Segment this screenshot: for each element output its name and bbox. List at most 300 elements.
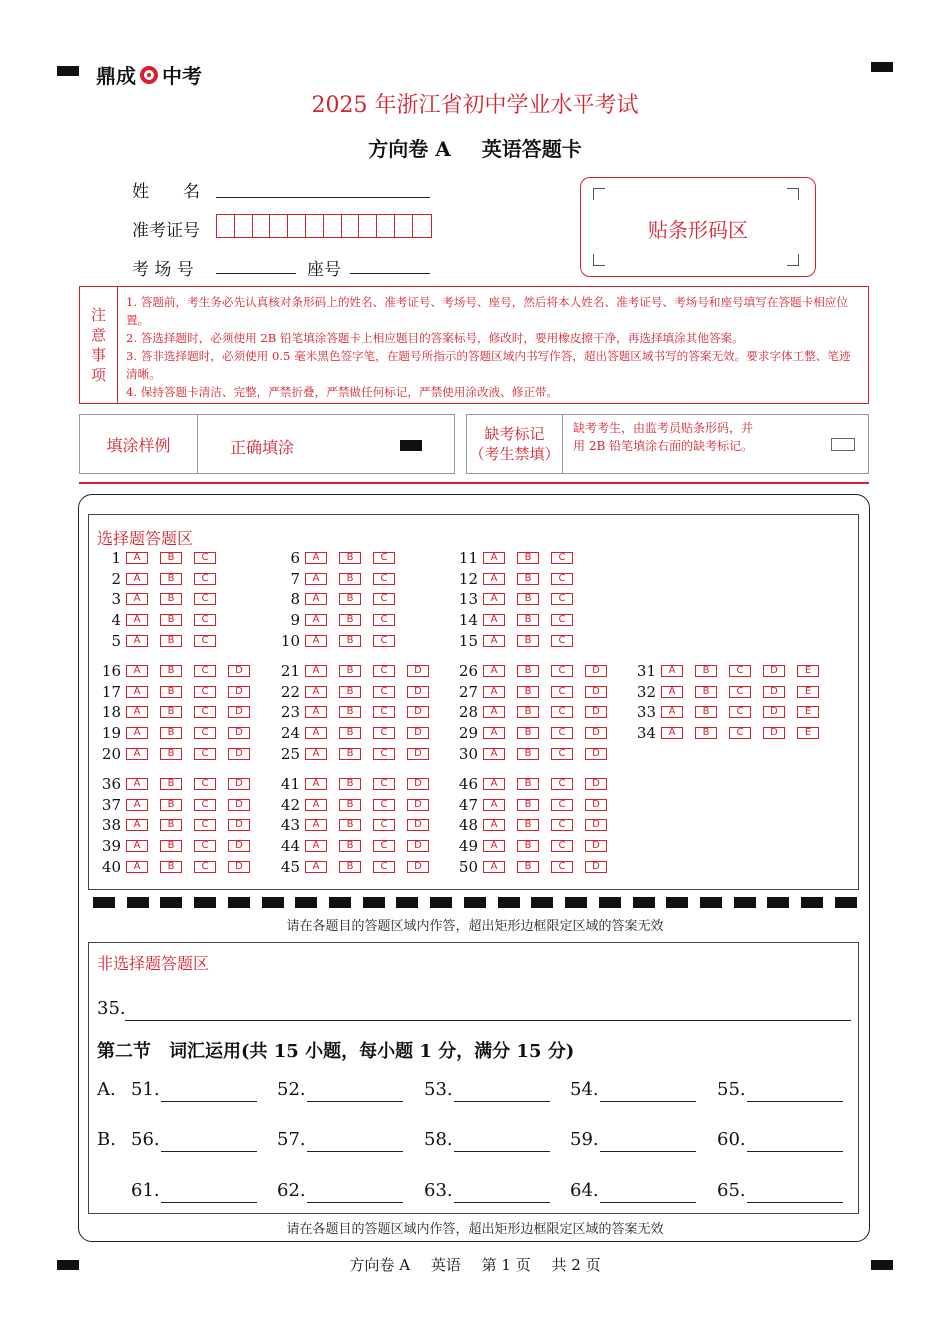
- option-bubble[interactable]: C: [194, 840, 216, 852]
- option-bubble[interactable]: B: [517, 840, 539, 852]
- option-bubble[interactable]: C: [373, 665, 395, 677]
- option-bubble[interactable]: B: [517, 552, 539, 564]
- mc-question: [456, 746, 619, 762]
- option-bubble[interactable]: D: [763, 665, 785, 677]
- question-number: 17: [101, 682, 121, 701]
- blank-number: 59.: [570, 1129, 599, 1150]
- logo-text-left: 鼎成: [96, 64, 136, 88]
- option-bubble[interactable]: C: [551, 819, 573, 831]
- option-bubble[interactable]: C: [373, 727, 395, 739]
- option-bubble[interactable]: C: [551, 552, 573, 564]
- option-bubble[interactable]: D: [585, 727, 607, 739]
- question-number: 7: [290, 569, 300, 588]
- option-bubble[interactable]: C: [373, 706, 395, 718]
- blank-answer-line[interactable]: [307, 1202, 403, 1203]
- question-number: 1: [111, 549, 121, 567]
- option-bubble[interactable]: C: [729, 665, 751, 677]
- option-bubble[interactable]: D: [585, 861, 607, 873]
- option-bubble[interactable]: A: [126, 614, 148, 626]
- question-number: 25: [280, 744, 300, 763]
- option-bubble[interactable]: C: [551, 706, 573, 718]
- option-bubble[interactable]: D: [407, 819, 429, 831]
- option-bubble[interactable]: C: [194, 573, 216, 585]
- mc-question: [278, 746, 441, 762]
- option-bubble[interactable]: B: [517, 819, 539, 831]
- footer-total: 共 2 页: [551, 1256, 601, 1274]
- option-bubble[interactable]: D: [407, 706, 429, 718]
- option-bubble[interactable]: B: [339, 593, 361, 605]
- timing-mark: [633, 897, 655, 908]
- option-bubble[interactable]: C: [373, 819, 395, 831]
- option-bubble[interactable]: B: [339, 861, 361, 873]
- question-number: 40: [101, 857, 121, 876]
- option-bubble[interactable]: C: [194, 799, 216, 811]
- option-bubble[interactable]: B: [695, 686, 717, 698]
- mc-question: [99, 725, 262, 741]
- timing-mark: [666, 897, 688, 908]
- option-bubble[interactable]: C: [551, 665, 573, 677]
- question-number: 44: [280, 837, 300, 856]
- option-bubble[interactable]: D: [407, 799, 429, 811]
- question-number: 15: [458, 631, 478, 650]
- question-number: 14: [458, 611, 478, 630]
- mc-question: [278, 550, 407, 566]
- blank-number: 55.: [717, 1079, 746, 1100]
- option-bubble[interactable]: A: [483, 778, 505, 790]
- option-bubble[interactable]: E: [797, 686, 819, 698]
- option-bubble[interactable]: C: [194, 614, 216, 626]
- timing-marks: [93, 897, 857, 908]
- blank-answer-line[interactable]: [307, 1151, 403, 1152]
- option-bubble[interactable]: A: [305, 778, 327, 790]
- option-bubble[interactable]: A: [305, 552, 327, 564]
- part-a-label: A.: [97, 1079, 116, 1100]
- mc-question: [456, 550, 585, 566]
- option-bubble[interactable]: C: [194, 819, 216, 831]
- option-bubble[interactable]: B: [160, 573, 182, 585]
- timing-mark: [127, 897, 149, 908]
- option-bubble[interactable]: B: [160, 840, 182, 852]
- absent-desc: 缺考考生，由监考员贴条形码，并用 2B 铅笔填涂右面的缺考标记。: [573, 421, 754, 453]
- question-number: 29: [458, 724, 478, 743]
- option-bubble[interactable]: C: [194, 686, 216, 698]
- option-bubble[interactable]: D: [585, 748, 607, 760]
- blank-answer-line[interactable]: [600, 1101, 696, 1102]
- option-bubble[interactable]: B: [695, 665, 717, 677]
- question-number: 22: [280, 682, 300, 701]
- option-bubble[interactable]: D: [407, 665, 429, 677]
- notes-list: [126, 293, 862, 401]
- question-number: 11: [458, 549, 478, 567]
- option-bubble[interactable]: A: [661, 706, 683, 718]
- option-bubble[interactable]: D: [585, 665, 607, 677]
- option-bubble[interactable]: A: [126, 706, 148, 718]
- option-bubble[interactable]: B: [160, 819, 182, 831]
- filled-sample-mark: [400, 440, 422, 451]
- blank-number: 60.: [717, 1129, 746, 1150]
- option-bubble[interactable]: D: [585, 840, 607, 852]
- option-bubble[interactable]: D: [585, 819, 607, 831]
- option-bubble[interactable]: A: [483, 748, 505, 760]
- option-bubble[interactable]: B: [160, 552, 182, 564]
- option-bubble[interactable]: C: [373, 748, 395, 760]
- option-bubble[interactable]: A: [661, 686, 683, 698]
- paper-name: 方向卷 A: [368, 137, 451, 161]
- option-bubble[interactable]: A: [126, 593, 148, 605]
- question-number: 43: [280, 816, 300, 835]
- question-number: 9: [290, 611, 300, 630]
- option-bubble[interactable]: A: [126, 573, 148, 585]
- mc-question: [99, 817, 262, 833]
- option-bubble[interactable]: D: [228, 727, 250, 739]
- option-bubble[interactable]: C: [373, 799, 395, 811]
- option-bubble[interactable]: C: [551, 748, 573, 760]
- option-bubble[interactable]: B: [339, 727, 361, 739]
- option-bubble[interactable]: B: [695, 706, 717, 718]
- option-bubble[interactable]: D: [585, 706, 607, 718]
- blank-answer-line[interactable]: [747, 1202, 843, 1203]
- blank-answer-line[interactable]: [747, 1151, 843, 1152]
- timing-mark: [329, 897, 351, 908]
- question-number: 6: [290, 549, 300, 567]
- option-bubble[interactable]: C: [551, 778, 573, 790]
- option-bubble[interactable]: B: [160, 593, 182, 605]
- option-bubble[interactable]: C: [551, 635, 573, 647]
- option-bubble[interactable]: B: [517, 861, 539, 873]
- timing-mark: [262, 897, 284, 908]
- mc-question: [278, 591, 407, 607]
- timing-mark: [835, 897, 857, 908]
- option-bubble[interactable]: D: [407, 748, 429, 760]
- option-bubble[interactable]: B: [339, 706, 361, 718]
- option-bubble[interactable]: C: [551, 686, 573, 698]
- question-number: 12: [458, 569, 478, 588]
- mc-question: [456, 663, 619, 679]
- page-footer: [0, 1254, 950, 1275]
- option-bubble[interactable]: D: [407, 686, 429, 698]
- option-bubble[interactable]: C: [729, 727, 751, 739]
- option-bubble[interactable]: A: [483, 573, 505, 585]
- option-bubble[interactable]: B: [517, 593, 539, 605]
- option-bubble[interactable]: C: [373, 552, 395, 564]
- option-bubble[interactable]: A: [126, 635, 148, 647]
- option-bubble[interactable]: B: [339, 686, 361, 698]
- option-bubble[interactable]: A: [305, 799, 327, 811]
- notes-box: [79, 286, 869, 404]
- option-bubble[interactable]: A: [305, 635, 327, 647]
- option-bubble[interactable]: D: [407, 861, 429, 873]
- option-bubble[interactable]: A: [305, 706, 327, 718]
- blank-number: 65.: [717, 1180, 746, 1201]
- option-bubble[interactable]: B: [695, 727, 717, 739]
- option-bubble[interactable]: A: [126, 799, 148, 811]
- mc-question: [278, 684, 441, 700]
- note-item: 4. 保持答题卡清洁、完整，严禁折叠，严禁做任何标记，严禁使用涂改液、修正带。: [126, 385, 559, 399]
- option-bubble[interactable]: C: [551, 861, 573, 873]
- option-bubble[interactable]: D: [763, 706, 785, 718]
- option-bubble[interactable]: B: [517, 635, 539, 647]
- blank-answer-line[interactable]: [600, 1202, 696, 1203]
- mc-question: [278, 776, 441, 792]
- option-bubble[interactable]: D: [228, 799, 250, 811]
- option-bubble[interactable]: A: [661, 727, 683, 739]
- option-bubble[interactable]: B: [160, 614, 182, 626]
- option-bubble[interactable]: A: [483, 861, 505, 873]
- option-bubble[interactable]: A: [305, 593, 327, 605]
- option-bubble[interactable]: D: [228, 748, 250, 760]
- option-bubble[interactable]: B: [339, 573, 361, 585]
- option-bubble[interactable]: D: [407, 840, 429, 852]
- option-bubble[interactable]: B: [517, 799, 539, 811]
- mc-question: [634, 684, 831, 700]
- option-bubble[interactable]: A: [126, 727, 148, 739]
- option-bubble[interactable]: A: [126, 840, 148, 852]
- option-bubble[interactable]: A: [126, 778, 148, 790]
- option-bubble[interactable]: A: [483, 686, 505, 698]
- alignment-mark: [871, 62, 893, 72]
- option-bubble[interactable]: E: [797, 665, 819, 677]
- option-bubble[interactable]: D: [585, 686, 607, 698]
- option-bubble[interactable]: B: [160, 748, 182, 760]
- option-bubble[interactable]: B: [517, 573, 539, 585]
- blank-answer-line[interactable]: [161, 1202, 257, 1203]
- option-bubble[interactable]: C: [194, 665, 216, 677]
- option-bubble[interactable]: C: [194, 778, 216, 790]
- blank-number: 56.: [131, 1129, 160, 1150]
- option-bubble[interactable]: C: [194, 593, 216, 605]
- option-bubble[interactable]: C: [373, 593, 395, 605]
- timing-mark: [228, 897, 250, 908]
- option-bubble[interactable]: B: [517, 686, 539, 698]
- option-bubble[interactable]: C: [729, 706, 751, 718]
- timing-mark: [194, 897, 216, 908]
- option-bubble[interactable]: C: [373, 778, 395, 790]
- option-bubble[interactable]: B: [517, 748, 539, 760]
- option-bubble[interactable]: B: [160, 727, 182, 739]
- mc-question: [99, 859, 262, 875]
- option-bubble[interactable]: A: [126, 748, 148, 760]
- option-bubble[interactable]: D: [228, 706, 250, 718]
- absent-checkbox[interactable]: [831, 438, 855, 451]
- q35-answer-line[interactable]: [125, 1020, 851, 1021]
- option-bubble[interactable]: C: [194, 748, 216, 760]
- option-bubble[interactable]: B: [160, 706, 182, 718]
- question-number: 24: [280, 724, 300, 743]
- option-bubble[interactable]: B: [160, 635, 182, 647]
- option-bubble[interactable]: D: [407, 778, 429, 790]
- mc-question: [278, 859, 441, 875]
- question-number: 20: [101, 744, 121, 763]
- option-bubble[interactable]: B: [517, 614, 539, 626]
- option-bubble[interactable]: B: [339, 819, 361, 831]
- timing-mark: [430, 897, 452, 908]
- option-bubble[interactable]: B: [339, 635, 361, 647]
- option-bubble[interactable]: B: [160, 778, 182, 790]
- mc-question: [634, 704, 831, 720]
- option-bubble[interactable]: C: [373, 686, 395, 698]
- option-bubble[interactable]: B: [339, 799, 361, 811]
- option-bubble[interactable]: B: [160, 686, 182, 698]
- option-bubble[interactable]: C: [194, 552, 216, 564]
- mc-question: [456, 838, 619, 854]
- room-label: 考 场 号: [132, 260, 194, 280]
- timing-mark: [464, 897, 486, 908]
- option-bubble[interactable]: D: [228, 840, 250, 852]
- option-bubble[interactable]: A: [483, 614, 505, 626]
- option-bubble[interactable]: D: [228, 686, 250, 698]
- option-bubble[interactable]: A: [483, 799, 505, 811]
- option-bubble[interactable]: C: [373, 573, 395, 585]
- option-bubble[interactable]: A: [661, 665, 683, 677]
- option-bubble[interactable]: C: [373, 614, 395, 626]
- option-bubble[interactable]: C: [373, 861, 395, 873]
- timing-mark: [295, 897, 317, 908]
- seat-field[interactable]: [350, 273, 430, 274]
- option-bubble[interactable]: A: [483, 593, 505, 605]
- option-bubble[interactable]: C: [551, 614, 573, 626]
- timing-mark: [801, 897, 823, 908]
- section2-title: 第二节 词汇运用(共 15 小题，每小题 1 分，满分 15 分): [97, 1041, 575, 1062]
- option-bubble[interactable]: A: [483, 840, 505, 852]
- name-label: 姓 名: [132, 182, 200, 202]
- question-number: 41: [280, 775, 300, 793]
- option-bubble[interactable]: C: [551, 727, 573, 739]
- blank-number: 62.: [277, 1180, 306, 1201]
- option-bubble[interactable]: A: [126, 665, 148, 677]
- option-bubble[interactable]: A: [305, 748, 327, 760]
- blank-answer-line[interactable]: [600, 1151, 696, 1152]
- blank-answer-line[interactable]: [454, 1151, 550, 1152]
- warning-text: 请在各题目的答题区域内作答，超出矩形边框限定区域的答案无效: [286, 919, 664, 934]
- option-bubble[interactable]: A: [126, 552, 148, 564]
- option-bubble[interactable]: A: [305, 665, 327, 677]
- question-number: 8: [290, 590, 300, 609]
- option-bubble[interactable]: B: [339, 748, 361, 760]
- option-bubble[interactable]: C: [551, 799, 573, 811]
- option-bubble[interactable]: C: [373, 840, 395, 852]
- option-bubble[interactable]: B: [517, 727, 539, 739]
- option-bubble[interactable]: A: [483, 727, 505, 739]
- mc-question: [99, 663, 262, 679]
- option-bubble[interactable]: A: [126, 686, 148, 698]
- option-bubble[interactable]: B: [339, 552, 361, 564]
- option-bubble[interactable]: B: [517, 778, 539, 790]
- timing-mark: [498, 897, 520, 908]
- option-bubble[interactable]: A: [126, 861, 148, 873]
- question-number: 5: [111, 631, 121, 650]
- option-bubble[interactable]: A: [126, 819, 148, 831]
- option-bubble[interactable]: C: [551, 593, 573, 605]
- option-bubble[interactable]: C: [194, 706, 216, 718]
- option-bubble[interactable]: B: [339, 840, 361, 852]
- mc-question: [278, 633, 407, 649]
- option-bubble[interactable]: D: [228, 819, 250, 831]
- mc-question: [456, 797, 619, 813]
- mc-question: [99, 746, 262, 762]
- option-bubble[interactable]: A: [305, 819, 327, 831]
- option-bubble[interactable]: A: [305, 686, 327, 698]
- option-bubble[interactable]: B: [160, 799, 182, 811]
- option-bubble[interactable]: E: [797, 706, 819, 718]
- option-bubble[interactable]: C: [194, 635, 216, 647]
- option-bubble[interactable]: A: [305, 861, 327, 873]
- option-bubble[interactable]: D: [763, 727, 785, 739]
- question-number: 30: [458, 744, 478, 763]
- option-bubble[interactable]: B: [517, 706, 539, 718]
- option-bubble[interactable]: D: [407, 727, 429, 739]
- mc-question: [99, 684, 262, 700]
- option-bubble[interactable]: C: [194, 861, 216, 873]
- option-bubble[interactable]: A: [305, 573, 327, 585]
- option-bubble[interactable]: C: [194, 727, 216, 739]
- option-bubble[interactable]: B: [160, 665, 182, 677]
- option-bubble[interactable]: A: [305, 727, 327, 739]
- absent-label: 缺考标记 （考生禁填）: [467, 415, 563, 473]
- option-bubble[interactable]: B: [339, 614, 361, 626]
- option-bubble[interactable]: B: [517, 665, 539, 677]
- question-number: 36: [101, 775, 121, 793]
- mc-question: [278, 571, 407, 587]
- question-number: 10: [280, 631, 300, 650]
- note-item: 3. 答非选择题时，必须使用 0.5 毫米黑色签字笔，在题号所指示的答题区域内书写作答，超出答题区域书写的答案无效。要求字体工整、笔迹清晰。: [126, 349, 851, 381]
- option-bubble[interactable]: C: [729, 686, 751, 698]
- mc-question: [456, 817, 619, 833]
- option-bubble[interactable]: B: [339, 665, 361, 677]
- mc-question: [278, 725, 441, 741]
- blank-answer-line[interactable]: [454, 1202, 550, 1203]
- option-bubble[interactable]: A: [483, 665, 505, 677]
- mc-question: [456, 704, 619, 720]
- option-bubble[interactable]: A: [483, 819, 505, 831]
- card-subtitle: [0, 133, 950, 162]
- option-bubble[interactable]: D: [228, 665, 250, 677]
- blank-answer-line[interactable]: [454, 1101, 550, 1102]
- mc-question: [456, 633, 585, 649]
- barcode-area[interactable]: [580, 177, 816, 277]
- id-number-boxes[interactable]: [216, 214, 432, 238]
- option-bubble[interactable]: D: [763, 686, 785, 698]
- option-bubble[interactable]: D: [228, 778, 250, 790]
- option-bubble[interactable]: B: [339, 778, 361, 790]
- exam-title: 2025 年浙江省初中学业水平考试: [311, 93, 639, 118]
- name-field[interactable]: [216, 197, 430, 198]
- card-name: 英语答题卡: [481, 137, 582, 161]
- option-bubble[interactable]: E: [797, 727, 819, 739]
- seat-label: 座号: [307, 260, 341, 280]
- option-bubble[interactable]: B: [160, 861, 182, 873]
- blank-answer-line[interactable]: [161, 1101, 257, 1102]
- option-bubble[interactable]: D: [228, 861, 250, 873]
- blank-answer-line[interactable]: [747, 1101, 843, 1102]
- option-bubble[interactable]: A: [483, 552, 505, 564]
- option-bubble[interactable]: A: [305, 614, 327, 626]
- option-bubble[interactable]: C: [551, 840, 573, 852]
- option-bubble[interactable]: A: [305, 840, 327, 852]
- option-bubble[interactable]: D: [585, 799, 607, 811]
- brand-logo: [96, 60, 202, 89]
- question-number: 38: [101, 816, 121, 835]
- room-field[interactable]: [216, 273, 296, 274]
- option-bubble[interactable]: A: [483, 706, 505, 718]
- blank-answer-line[interactable]: [161, 1151, 257, 1152]
- option-bubble[interactable]: A: [483, 635, 505, 647]
- option-bubble[interactable]: D: [585, 778, 607, 790]
- blank-answer-line[interactable]: [307, 1101, 403, 1102]
- option-bubble[interactable]: C: [551, 573, 573, 585]
- option-bubble[interactable]: C: [373, 635, 395, 647]
- mc-question: [278, 612, 407, 628]
- mc-question: [99, 571, 228, 587]
